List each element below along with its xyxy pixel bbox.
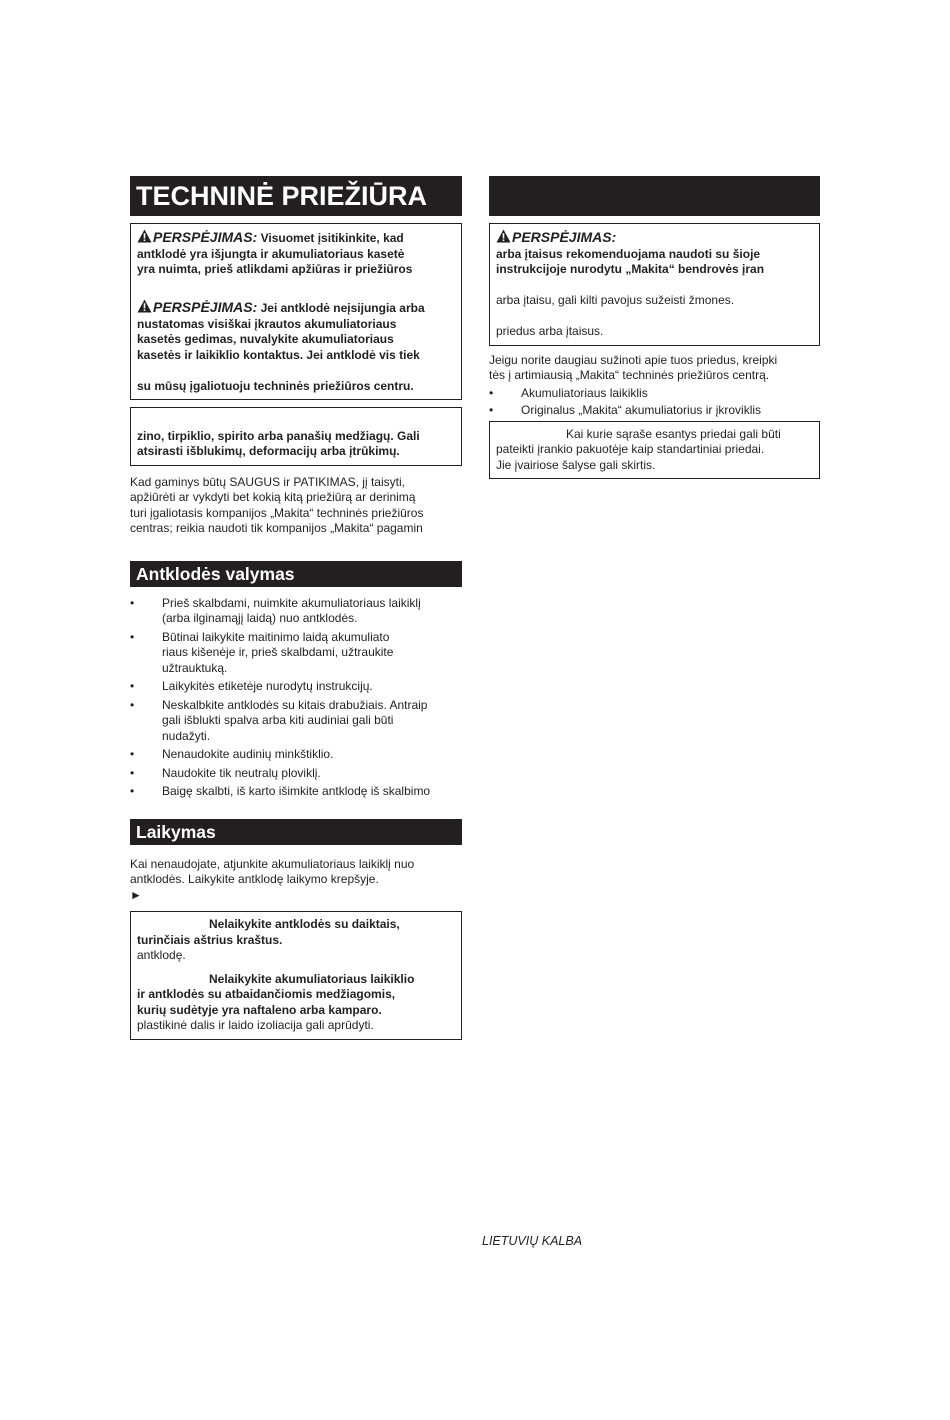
section-title-storage: Laikymas — [130, 819, 462, 845]
warning-text: Jei antklodė neįsijungia arba — [260, 301, 425, 315]
warning-label: PERSPĖJIMAS: — [153, 299, 258, 315]
notice-text: Nelaikykite akumuliatoriaus laikiklio — [209, 971, 415, 986]
section-title-cleaning: Antklodės valymas — [130, 561, 462, 587]
intro-line: Kad gaminys būtų SAUGUS ir PATIKIMAS, jį taisyti, — [130, 474, 405, 489]
warning-text: arba įtaisus rekomenduojama naudoti su šioje — [496, 246, 761, 261]
right-column — [489, 176, 820, 479]
storage-line: antklodės. Laikykite antklodę laikymo krepšyje. — [130, 872, 379, 886]
notice-text: Nelaikykite antklodės su daiktais, — [209, 917, 400, 931]
warning-text: kasetės gedimas, nuvalykite akumuliatoriaus — [137, 332, 394, 346]
list-item: • Laikykitės etiketėje nurodytų instrukcijų. — [130, 679, 373, 693]
warning-triangle-icon — [496, 229, 511, 243]
intro-line: centras; reikia naudoti tik kompanijos „Makita“ pagamin — [130, 521, 423, 535]
info-line: tės į artimiausią „Makita“ techninės priežiūros centrą. — [489, 368, 770, 382]
intro-line: apžiūrėti ar vykdyti bet kokią kitą priežiūrą ar derinimą — [130, 490, 416, 504]
section-title-maintenance: TECHNINĖ PRIEŽIŪRA — [130, 176, 462, 216]
storage-line: Kai nenaudojate, atjunkite akumuliatoriaus laikiklį nuo — [130, 856, 415, 871]
list-item: • Būtinai laikykite maitinimo laidą akumuliato riaus kišenėje ir, prieš skalbdami, užtraukite užtrauktuką. — [130, 629, 394, 675]
notice-text: kurių sudėtyje yra naftaleno arba kamparo. — [137, 1002, 382, 1017]
section-title-bar — [489, 176, 820, 216]
warning-box-maintenance — [130, 223, 462, 400]
left-column — [130, 176, 462, 1040]
info-line: Jeigu norite daugiau sužinoti apie tuos priedus, kreipki — [489, 352, 778, 367]
cleaning-list — [130, 596, 462, 800]
arrow-icon: ► — [130, 887, 142, 902]
notice-text: plastikinė dalis ir laido izoliacija gali aprūdyti. — [137, 1018, 374, 1032]
notice-text: ir antklodės su atbaidančiomis medžiagomis, — [137, 987, 396, 1001]
note-text: Kai kurie sąraše esantys priedai gali būti — [566, 426, 781, 441]
notice-box — [130, 407, 462, 466]
list-item: • Nenaudokite audinių minkštiklio. — [130, 747, 334, 761]
accessories-list — [489, 386, 820, 419]
storage-text — [130, 857, 462, 904]
warning-text: instrukcijoje nurodytu „Makita“ bendrovės įran — [496, 262, 765, 276]
accessories-note-box — [489, 421, 820, 480]
maintenance-intro — [130, 475, 462, 537]
storage-notice-box — [130, 911, 462, 1040]
notice-text: antklodę. — [137, 948, 186, 962]
warning-triangle-icon — [137, 299, 152, 313]
note-text: pateikti įrankio pakuotėje kaip standartiniai priedai. — [496, 442, 765, 456]
notice-text: zino, tirpiklio, spirito arba panašių medžiagų. Gali — [137, 428, 420, 443]
warning-text: su mūsų įgaliotuoju techninės priežiūros centru. — [137, 378, 414, 393]
warning-label: PERSPĖJIMAS: — [153, 229, 258, 245]
intro-line: turi įgaliotasis kompanijos „Makita“ techninės priežiūros — [130, 505, 424, 520]
list-item: • Baigę skalbti, iš karto išimkite antklodę iš skalbimo — [130, 784, 431, 798]
warning-text: kasetės ir laikiklio kontaktus. Jei antklodė vis tiek — [137, 347, 420, 362]
page-footer-language: LIETUVIŲ KALBA — [482, 1234, 583, 1248]
warning-text: antklodė yra išjungta ir akumuliatoriaus kasetė — [137, 246, 405, 261]
warning-text: nustatomas visiškai įkrautos akumuliatoriaus — [137, 316, 397, 331]
warning-text: arba įtaisu, gali kilti pavojus sužeisti žmones. — [496, 293, 735, 307]
list-item: • Prieš skalbdami, nuimkite akumuliatoriaus laikiklį (arba ilginamąjį laidą) nuo antklodės. — [130, 595, 421, 625]
warning-triangle-icon — [137, 229, 152, 243]
list-item: • Originalus „Makita“ akumuliatorius ir įkroviklis — [489, 403, 762, 417]
warning-text: yra nuimta, prieš atlikdami apžiūras ir priežiūros — [137, 262, 413, 276]
accessories-info — [489, 353, 820, 384]
warning-box-accessories — [489, 223, 820, 346]
list-item: • Akumuliatoriaus laikiklis — [489, 385, 648, 400]
warning-text: Visuomet įsitikinkite, kad — [260, 231, 404, 245]
warning-label: PERSPĖJIMAS: — [512, 229, 617, 245]
note-text: Jie įvairiose šalyse gali skirtis. — [496, 457, 656, 472]
notice-text: atsirasti išblukimų, deformacijų arba įtrūkimų. — [137, 444, 400, 458]
notice-text: turinčiais aštrius kraštus. — [137, 932, 283, 947]
list-item: • Naudokite tik neutralų ploviklį. — [130, 765, 321, 780]
warning-text: priedus arba įtaisus. — [496, 324, 604, 338]
list-item: • Neskalbkite antklodės su kitais drabužiais. Antraip gali išblukti spalva arba kiti audiniai gali būti nudažyti. — [130, 697, 428, 743]
